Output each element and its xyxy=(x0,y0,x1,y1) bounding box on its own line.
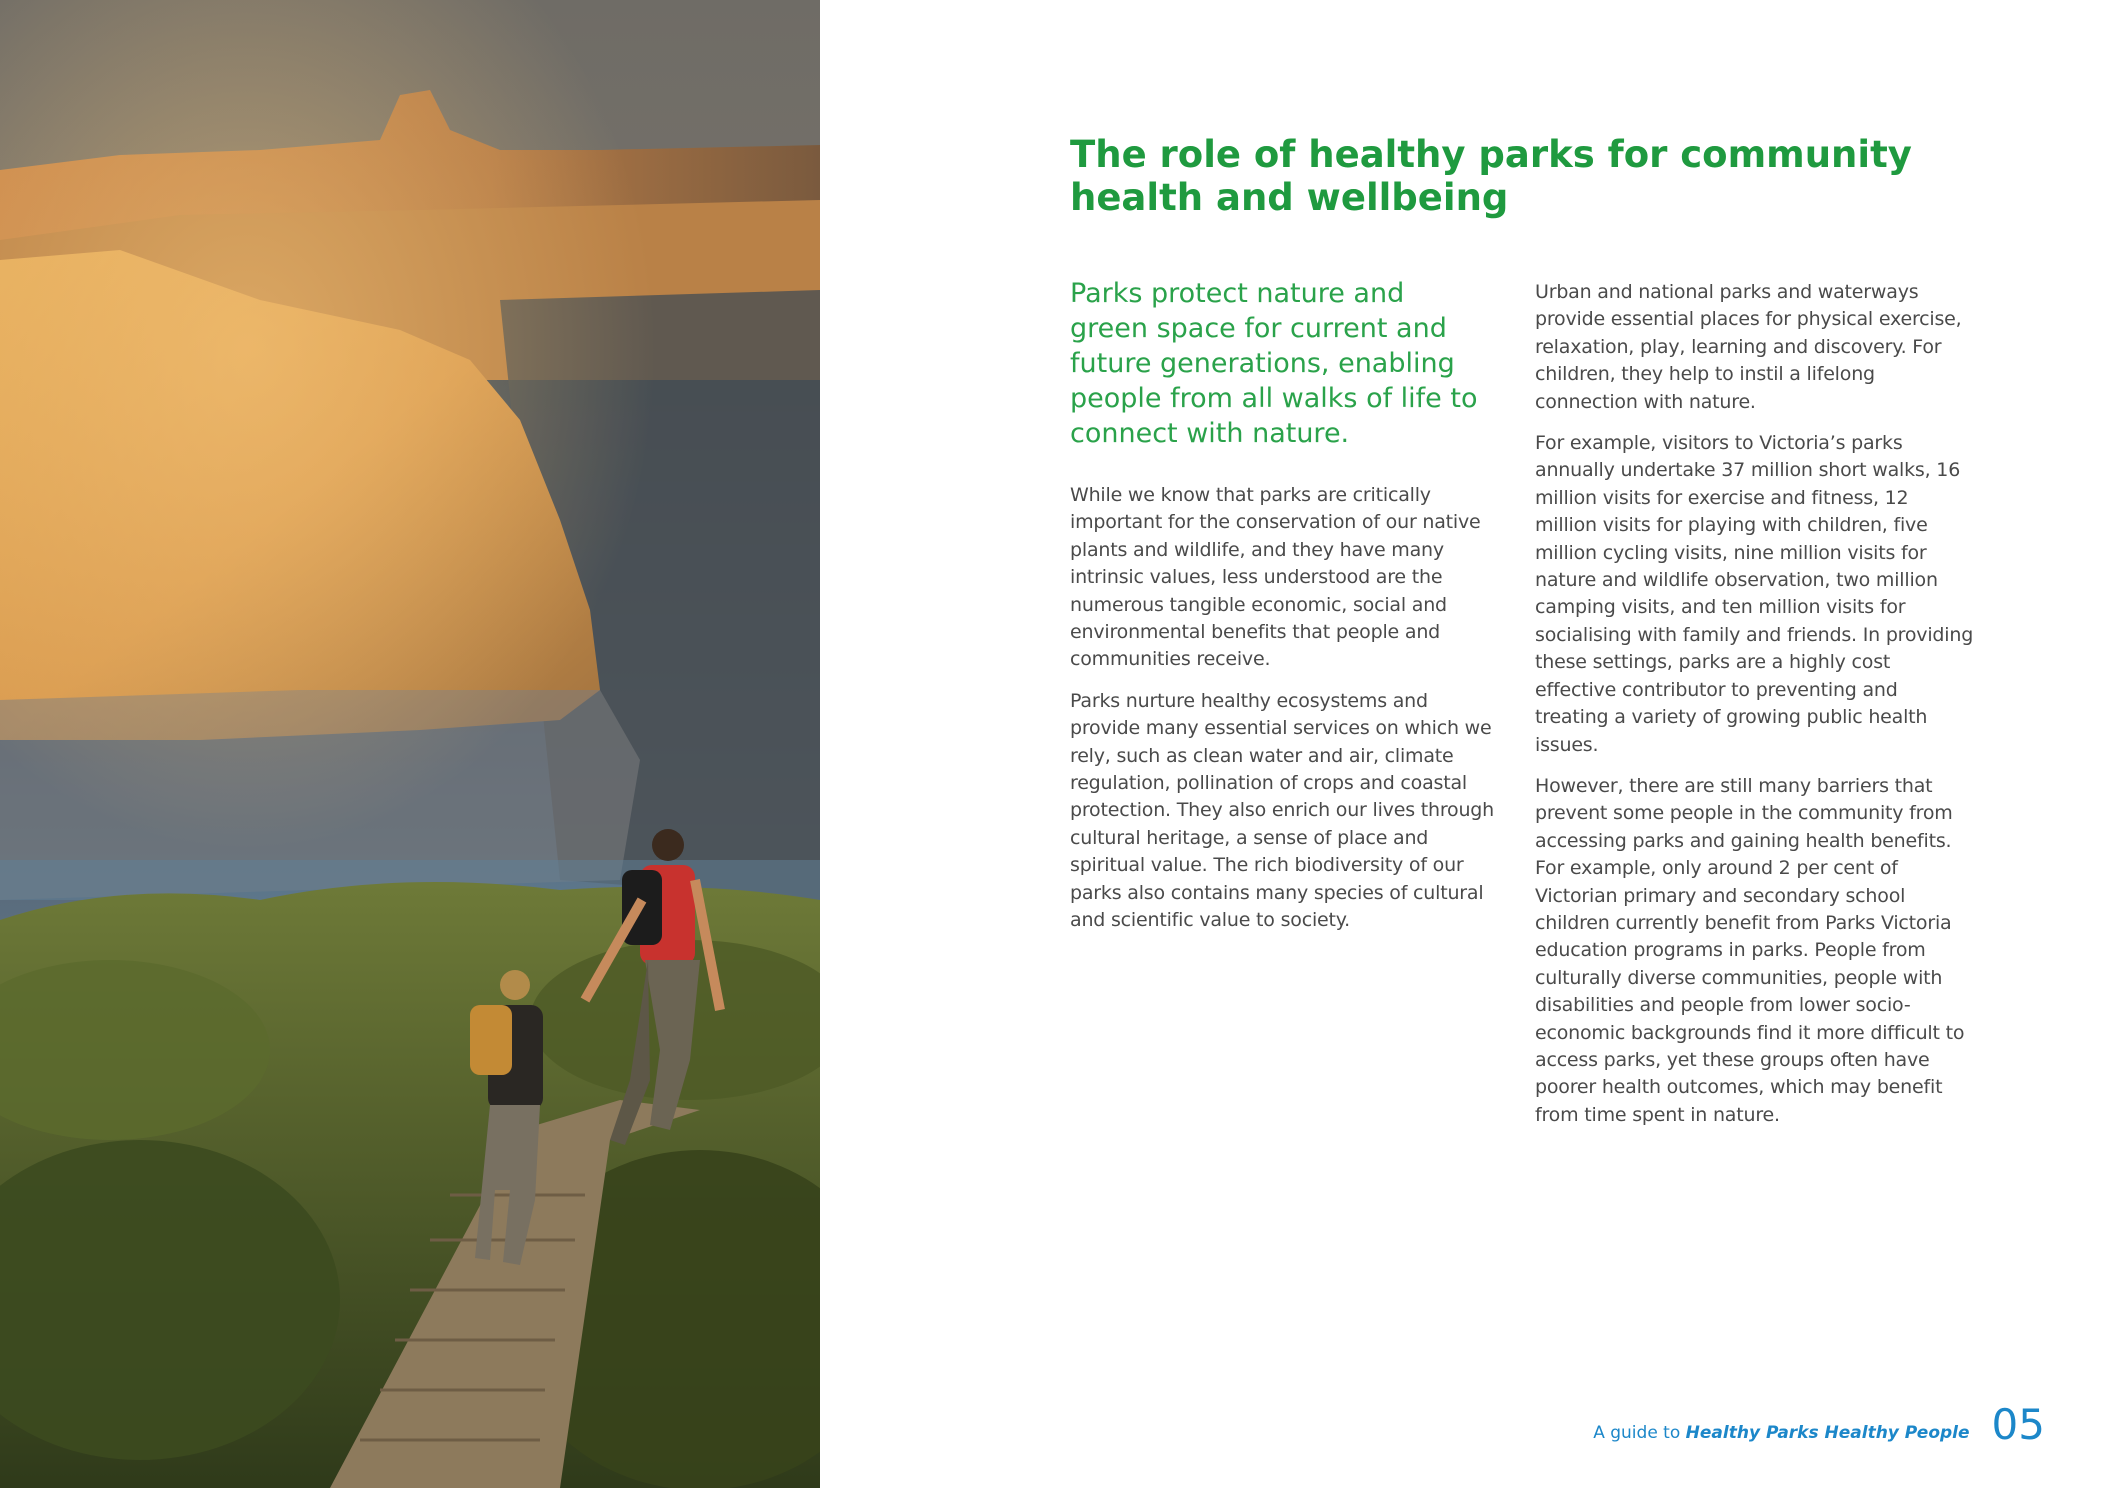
page-title: The role of healthy parks for community health and wellbeing xyxy=(1070,133,1912,219)
right-text-column xyxy=(1535,279,1975,1143)
coastal-hikers-photo xyxy=(0,0,820,1488)
body-paragraph: While we know that parks are critically important for the conservation of our native plants and wildlife, and they have many intrinsic values, less understood are the numerous tangible economic, social and environmental benefits that people and communities receive. xyxy=(1070,484,1481,671)
page-number: 05 xyxy=(1991,1400,2045,1449)
footer-guide-label xyxy=(1593,1422,1969,1447)
left-text-column xyxy=(1070,482,1500,949)
body-paragraph: For example, visitors to Victoria’s parks annually undertake 37 million short walks, 16 million visits for exercise and fitness, 12 million visits for playing with children, five million cycling visits, nine million visits for nature and wildlife observation, two million camping visits, and ten million visits for socialising with family and friends. In providing these settings, parks are a highly cost effective contributor to preventing and treating a variety of growing public health issues. xyxy=(1535,432,1974,756)
body-paragraph: Parks nurture healthy ecosystems and provide many essential services on which we rely, such as clean water and air, climate regulation, pollination of crops and coastal protection. They also enrich our lives through cultural heritage, a sense of place and spiritual value. The rich biodiversity of our parks also contains many species of cultural and scientific value to society. xyxy=(1070,689,1494,932)
body-paragraph: Urban and national parks and waterways provide essential places for physical exercise, relaxation, play, learning and discovery. For children, they help to instil a lifelong connection with nature. xyxy=(1535,281,1962,413)
footer-guide-prefix: A guide to xyxy=(1593,1423,1681,1443)
body-paragraph: However, there are still many barriers that prevent some people in the community from accessing parks and gaining health benefits. For example, only around 2 per cent of Victorian primary and secondary school children currently benefit from Parks Victoria education programs in parks. People from culturally diverse communities, people with disabilities and people from lower socio-economic backgrounds find it more difficult to access parks, yet these groups often have poorer health outcomes, which may benefit from time spent in nature. xyxy=(1535,774,1965,1126)
page-footer xyxy=(1593,1397,2045,1447)
lead-paragraph: Parks protect nature and green space for current and future generations, enabling people from all walks of life to connect with nature. xyxy=(1070,278,1478,449)
footer-guide-title: Healthy Parks Healthy People xyxy=(1685,1423,1970,1443)
